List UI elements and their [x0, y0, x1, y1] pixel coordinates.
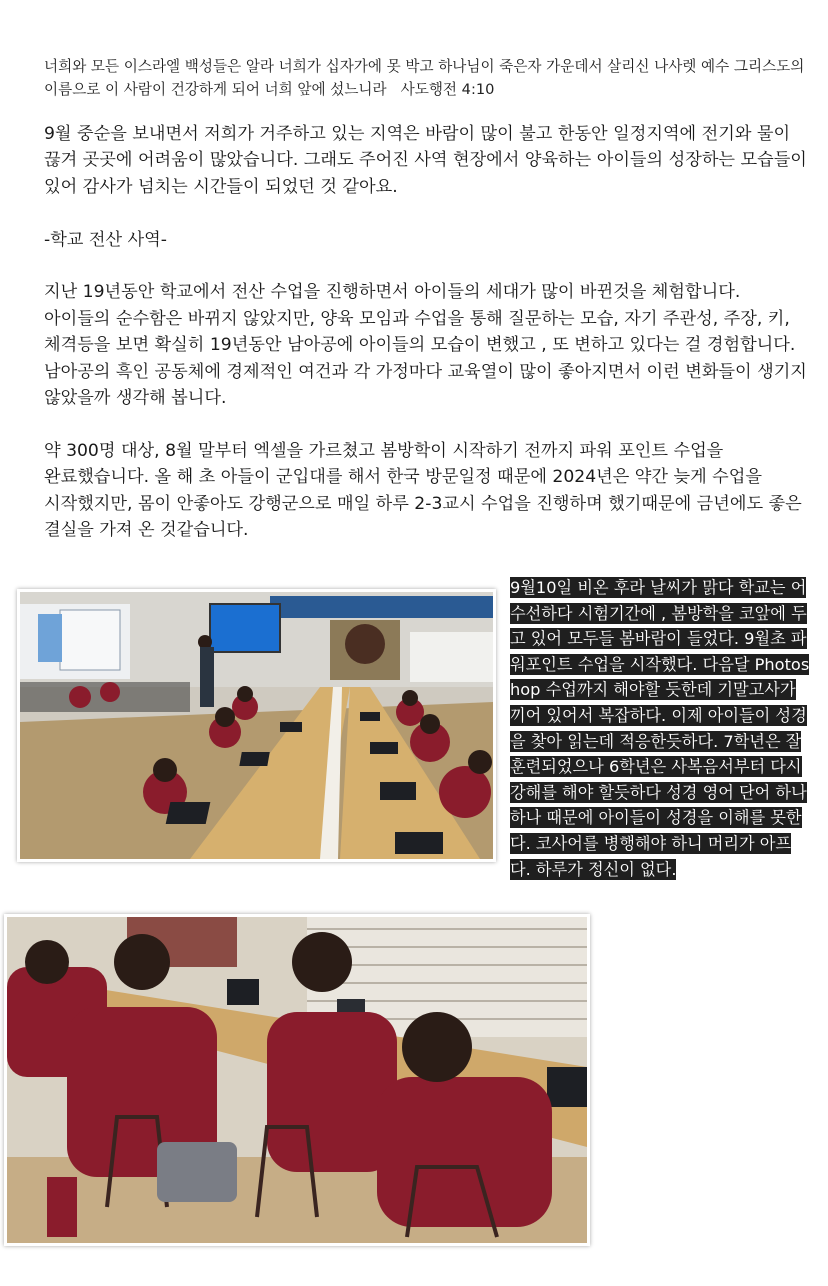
students-photo-image: [7, 917, 587, 1243]
letter-body: [44, 121, 814, 543]
verse-reference: 사도행전 4:10: [400, 81, 495, 98]
diary-note: [510, 575, 810, 882]
verse-text: 너희와 모든 이스라엘 백성들은 알라 너희가 십자가에 못 박고 하나님이 죽은자 가운데서 살리신 나사렛 예수 그리스도의 이름으로 이 사람이 건강하게 되어 너희 앞에 섰느니라: [44, 58, 805, 98]
classroom-photo-image: [20, 592, 493, 859]
paragraph-2: 약 300명 대상, 8월 말부터 엑셀을 가르쳤고 봄방학이 시작하기 전까지 파워 포인트 수업을 완료했습니다. 올 해 초 아들이 군입대를 해서 한국 방문일정 때문에 2024년은 약간 늦게 수업을 시작했지만, 몸이 안좋아도 강행군으로 매일 하루 2-3교시 수업을 진행하며 했기때문에 금년에도 좋은 결실을 가져 온 것같습니다.: [44, 440, 802, 541]
intro-paragraph: 9월 중순을 보내면서 저희가 거주하고 있는 지역은 바람이 많이 불고 한동안 일정지역에 전기와 물이 끊겨 곳곳에 어려움이 많았습니다. 그래도 주어진 사역 현장에서 양육하는 아이들의 성장하는 모습들이 있어 감사가 넘치는 시간들이 되었던 것 같아요.: [44, 124, 807, 197]
paragraph-1-line-3: 남아공의 흑인 공동체에 경제적인 여건과 각 가정마다 교육열이 많이 좋아지면서 이런 변화들이 생기지 않았을까 생각해 봅니다.: [44, 361, 807, 409]
classroom-photo: [17, 589, 496, 862]
section-title: -학교 전산 사역-: [44, 229, 167, 250]
scripture-verse: [44, 55, 814, 101]
diary-text: 9월10일 비온 후라 날씨가 맑다 학교는 어수선하다 시험기간에 , 봄방학을 코앞에 두고 있어 모두들 봄바람이 들었다. 9월초 파워포인트 수업을 시작했다. 다음달 Photoshop 수업까지 해야할 듯한데 기말고사가 끼어 있어서 복잡하다. 이제 아이들이 성경을 찾아 읽는데 적응한듯하다. 7학년은 잘 훈련되었으나 6학년은 사복음서부터 다시 강해를 해야 할듯하다 성경 영어 단어 하나 하나 때문에 아이들이 성경을 이해를 못한다. 코사어를 병행해야 하니 머리가 아프다. 하루가 정신이 없다.: [510, 578, 810, 879]
paragraph-1-line-1: 지난 19년동안 학교에서 전산 수업을 진행하면서 아이들의 세대가 많이 바뀐것을 체험합니다.: [44, 282, 741, 303]
paragraph-1-line-2: 아이들의 순수함은 바뀌지 않았지만, 양육 모임과 수업을 통해 질문하는 모습, 자기 주관성, 주장, 키, 체격등을 보면 확실히 19년동안 남아공에 아이들의 모습이 변했고 , 또 변하고 있다는 걸 경험합니다.: [44, 308, 796, 356]
students-photo: [4, 914, 590, 1246]
